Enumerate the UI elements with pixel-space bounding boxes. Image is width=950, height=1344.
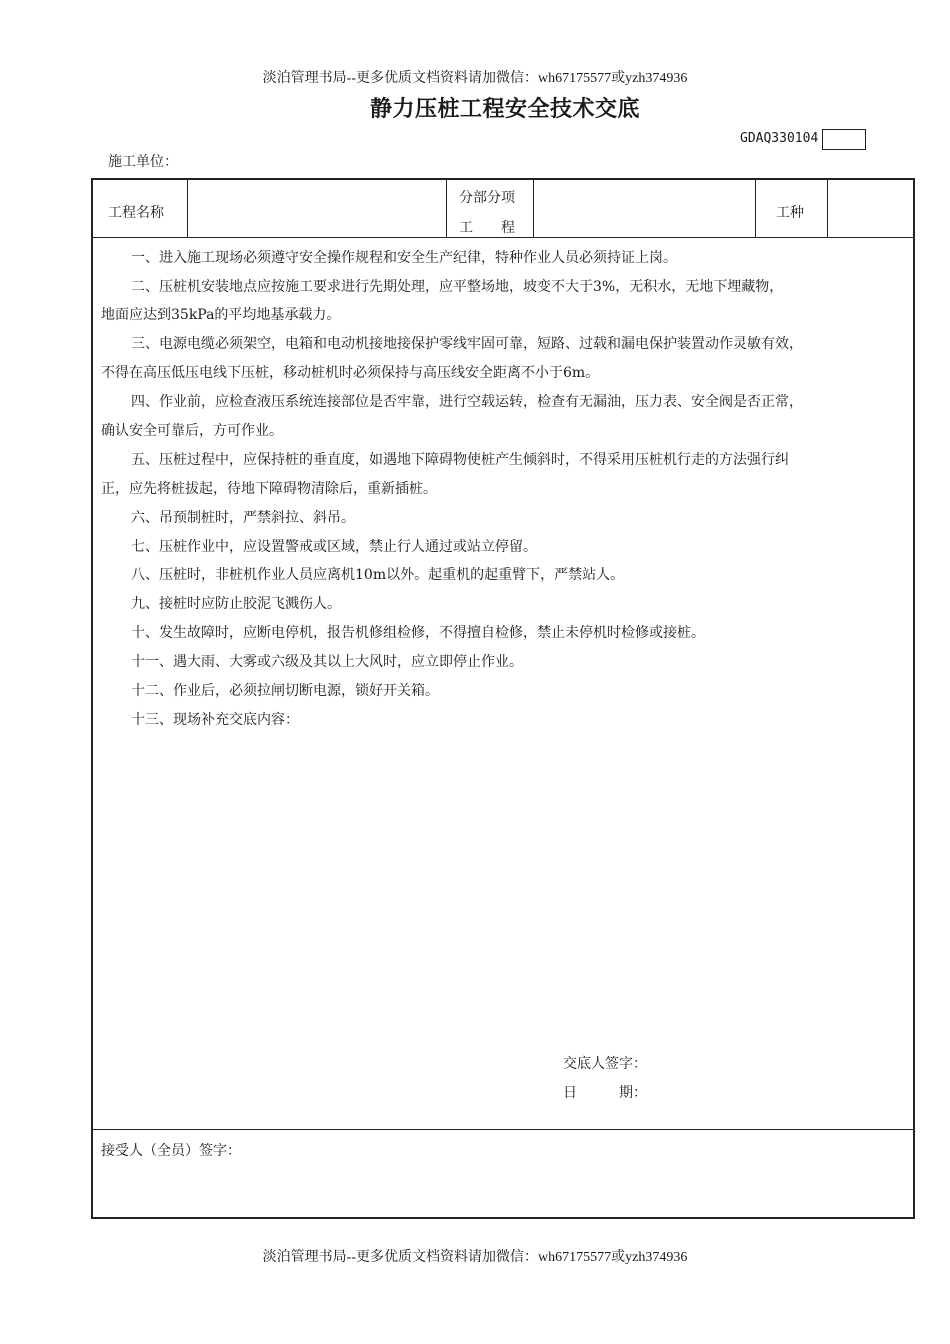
disclosure-item-9: 九、接桩时应防止胶泥飞溅伤人。 xyxy=(131,596,341,612)
receiver-signature-label: 接受人（全员）签字： xyxy=(101,1143,241,1159)
discloser-signature-label: 交底人签字： xyxy=(563,1056,647,1072)
work-type-label: 工种 xyxy=(776,205,804,221)
disclosure-item-3-line1: 三、电源电缆必须架空，电箱和电动机接地接保护零线牢固可靠，短路、过载和漏电保护装置动作灵敏有效， xyxy=(131,336,803,352)
sub-project-label-line2: 工 程 xyxy=(459,220,515,236)
disclosure-item-5-line1: 五、压桩过程中，应保持桩的垂直度，如遇地下障碍物使桩产生倾斜时，不得采用压桩机行走的方法强行纠 xyxy=(131,452,789,468)
header-col-divider-3 xyxy=(533,178,534,238)
disclosure-item-8: 八、压桩时，非桩机作业人员应离机10m以外。起重机的起重臂下，严禁站人。 xyxy=(131,567,625,583)
receiver-signature-area[interactable] xyxy=(101,1160,901,1210)
disclosure-item-6: 六、吊预制桩时，严禁斜拉、斜吊。 xyxy=(131,510,355,526)
header-col-divider-4 xyxy=(755,178,756,238)
form-code-blank-box[interactable] xyxy=(822,129,866,150)
work-type-field[interactable] xyxy=(829,180,913,236)
project-name-field[interactable] xyxy=(189,180,445,236)
form-code: GDAQ330104 xyxy=(740,131,819,146)
sub-project-label-line1: 分部分项 xyxy=(459,190,515,206)
header-col-divider-5 xyxy=(827,178,828,238)
footer-watermark-note: 淡泊管理书局--更多优质文档资料请加微信：wh67175577或yzh374936 xyxy=(262,1250,688,1265)
disclosure-item-4-line2: 确认安全可靠后，方可作业。 xyxy=(101,423,283,439)
construction-unit-label: 施工单位： xyxy=(108,154,178,170)
receiver-row-divider xyxy=(91,1129,915,1130)
disclosure-item-10: 十、发生故障时，应断电停机，报告机修组检修，不得擅自检修，禁止未停机时检修或接桩。 xyxy=(131,625,705,641)
disclosure-item-13: 十三、现场补充交底内容： xyxy=(131,712,299,728)
header-col-divider-2 xyxy=(446,178,447,238)
header-row-divider xyxy=(91,237,915,238)
disclosure-date-label: 日 期： xyxy=(563,1085,647,1101)
header-watermark-note: 淡泊管理书局--更多优质文档资料请加微信：wh67175577或yzh374936 xyxy=(262,71,688,86)
disclosure-item-12: 十二、作业后，必须拉闸切断电源，锁好开关箱。 xyxy=(131,683,439,699)
disclosure-item-1: 一、进入施工现场必须遵守安全操作规程和安全生产纪律，特种作业人员必须持证上岗。 xyxy=(131,250,677,266)
disclosure-item-2-line1: 二、压桩机安装地点应按施工要求进行先期处理，应平整场地，坡变不大于3%，无积水，无地下埋藏物， xyxy=(131,279,784,295)
disclosure-item-7: 七、压桩作业中，应设置警戒或区域，禁止行人通过或站立停留。 xyxy=(131,539,537,555)
project-name-label: 工程名称 xyxy=(108,205,164,221)
disclosure-item-3-line2: 不得在高压低压电线下压桩，移动桩机时必须保持与高压线安全距离不小于6m。 xyxy=(101,365,600,381)
document-title: 静力压桩工程安全技术交底 xyxy=(369,97,640,122)
supplementary-content-area[interactable] xyxy=(101,735,901,1035)
disclosure-item-2-line2: 地面应达到35kPa的平均地基承载力。 xyxy=(101,307,341,323)
disclosure-item-5-line2: 正，应先将桩拔起，待地下障碍物清除后，重新插桩。 xyxy=(101,481,437,497)
header-col-divider-1 xyxy=(187,178,188,238)
disclosure-item-4-line1: 四、作业前，应检查液压系统连接部位是否牢靠，进行空载运转，检查有无漏油，压力表、安全阀是否正常， xyxy=(131,394,803,410)
disclosure-item-11: 十一、遇大雨、大雾或六级及其以上大风时，应立即停止作业。 xyxy=(131,654,523,670)
sub-project-field[interactable] xyxy=(535,180,754,236)
